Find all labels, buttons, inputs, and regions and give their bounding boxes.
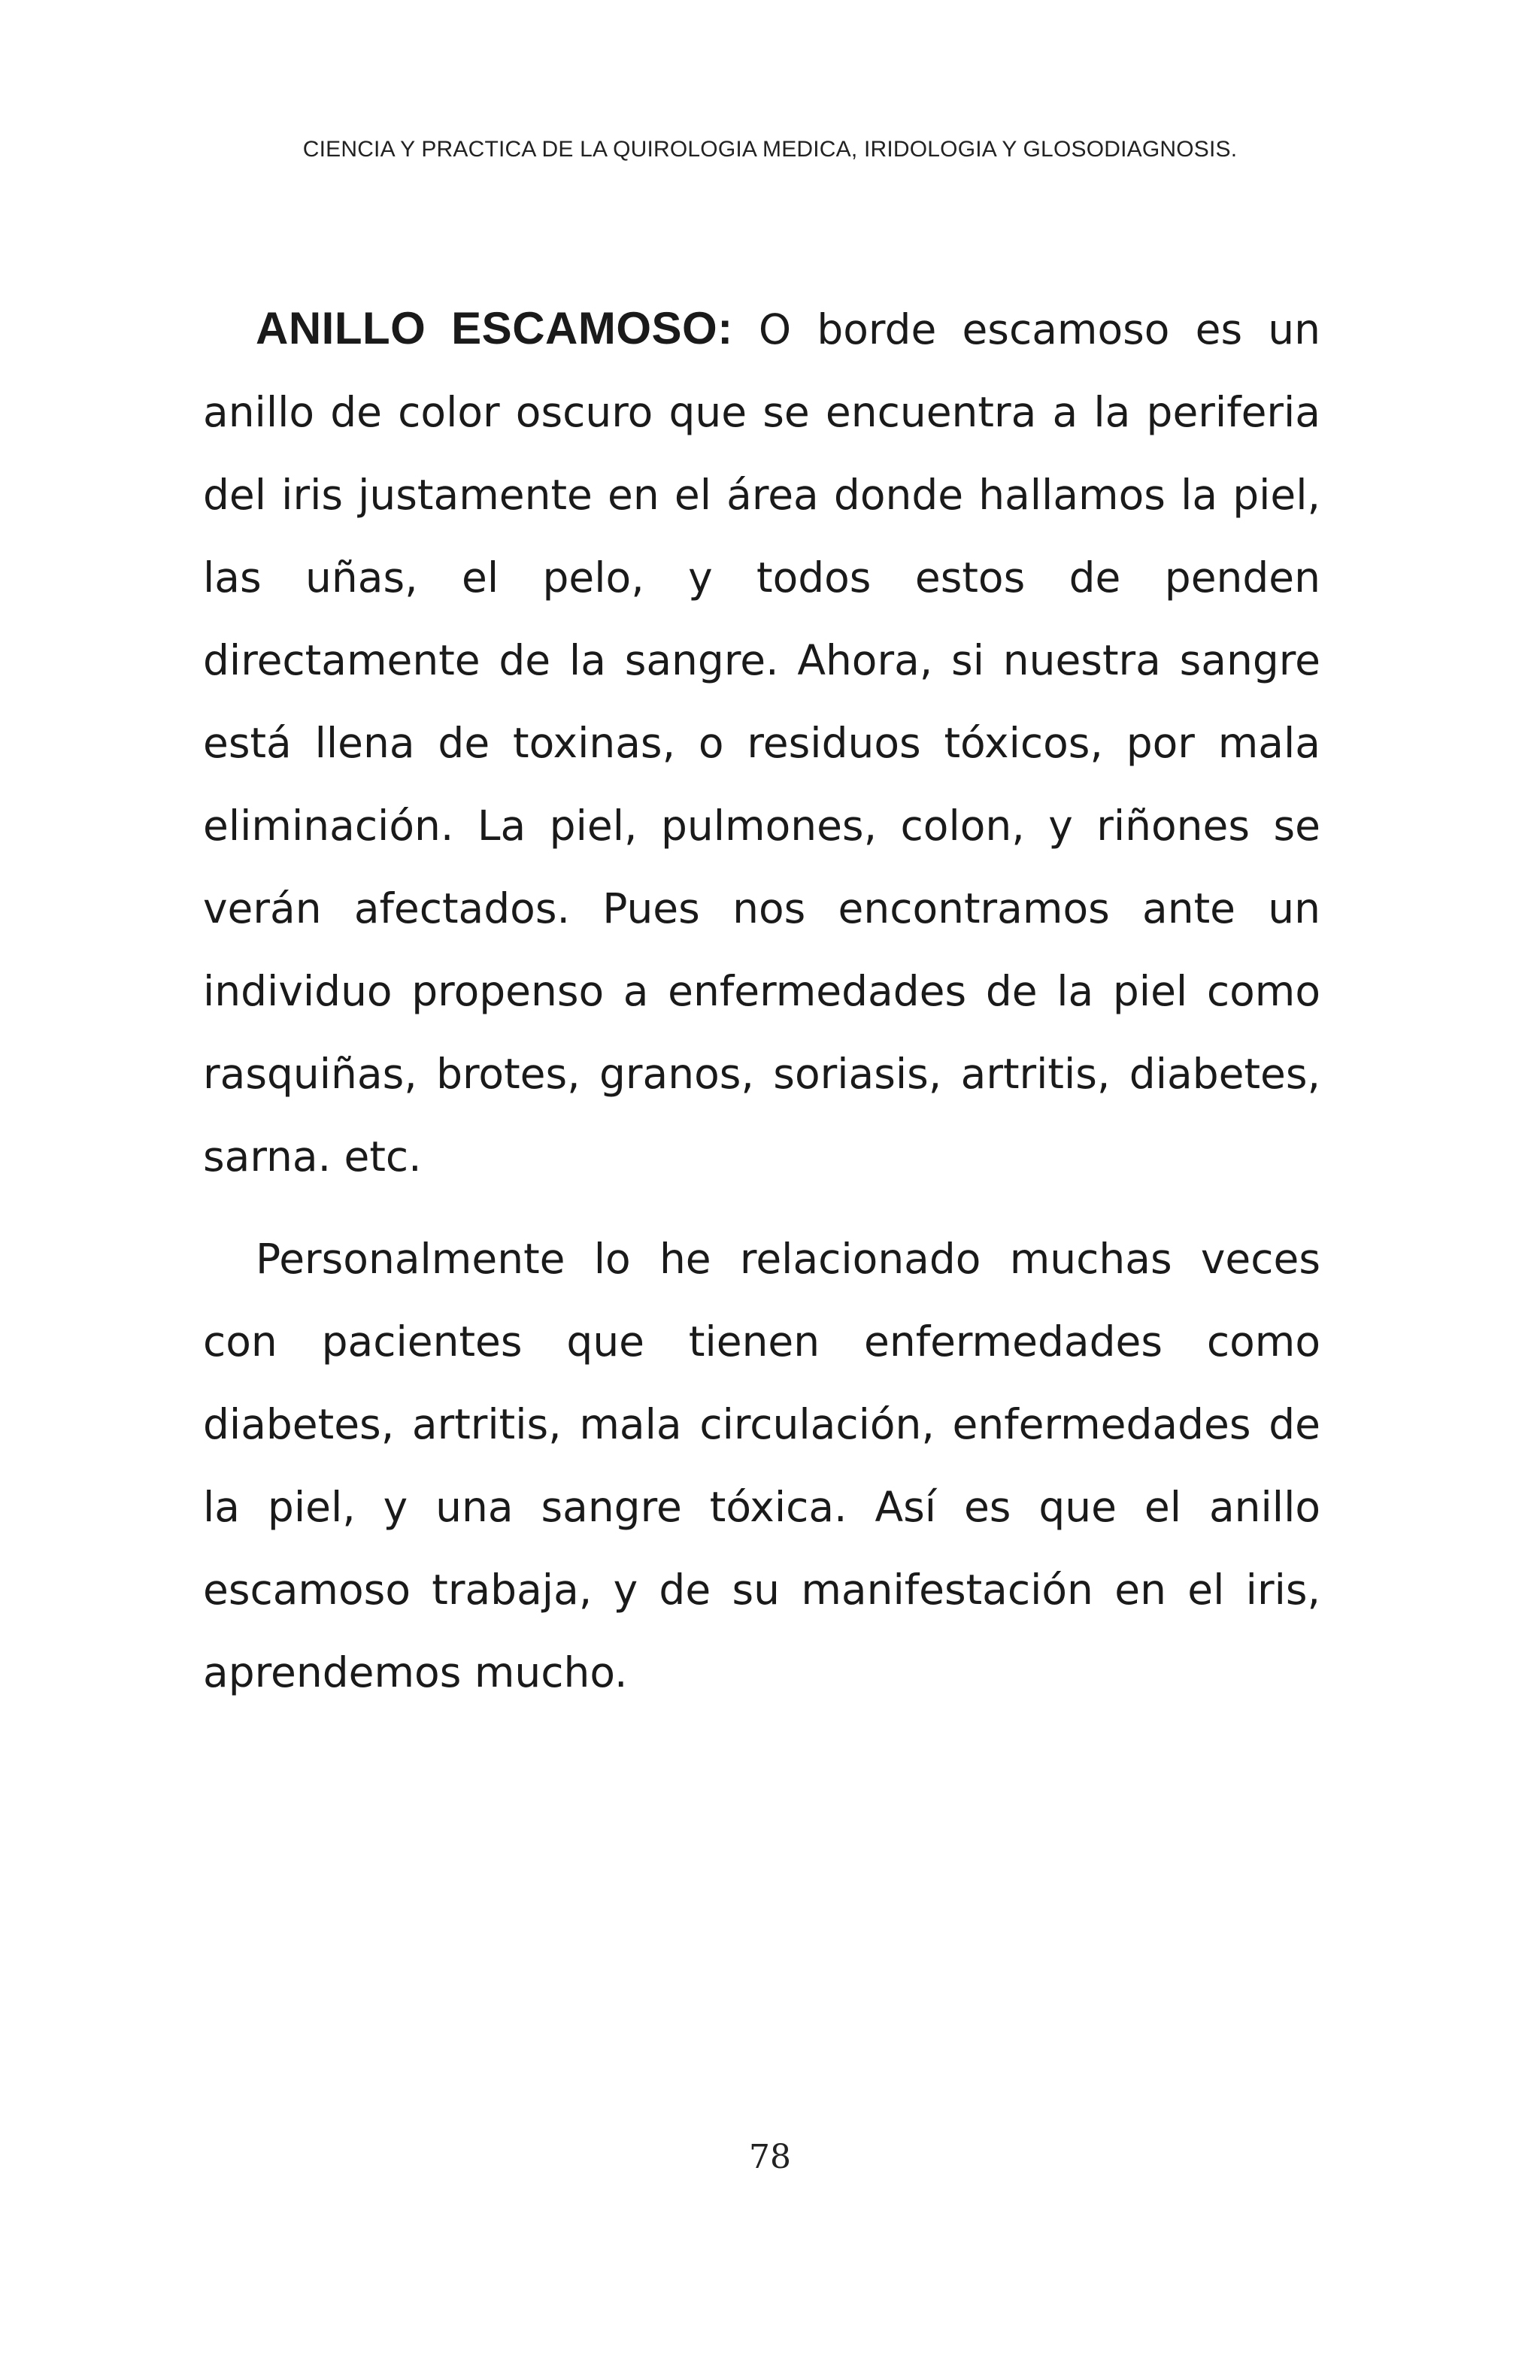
paragraph-text: Personalmente lo he relacionado muchas veces con pacientes que tienen enfermedades como diabetes, artritis, mala circulación, enfermedades de la piel, y una sangre tóxica. Así es que el anillo escamoso trabaja, y de su manifestación en el iris, aprendemos mucho.	[203, 1235, 1320, 1696]
page-number: 78	[749, 2138, 791, 2176]
running-header: CIENCIA Y PRACTICA DE LA QUIROLOGIA MEDICA, IRIDOLOGIA Y GLOSODIAGNOSIS.	[302, 137, 1238, 162]
paragraph	[203, 287, 1320, 1198]
body-text	[203, 287, 1320, 1714]
term-heading: ANILLO ESCAMOSO:	[256, 303, 733, 353]
paragraph	[203, 1217, 1320, 1714]
paragraph-text: O borde escamoso es un anillo de color oscuro que se encuentra a la periferia del iris justamente en el área donde hallamos la piel, las uñas, el pelo, y todos estos de penden directamente de la sangre. Ahora, si nuestra sangre está llena de toxinas, o residuos tóxicos, por mala eliminación. La piel, pulmones, colon, y riñones se verán afectados. Pues nos encontramos ante un individuo propenso a enfermedades de la piel como rasquiñas, brotes, granos, soriasis, artritis, diabetes, sarna. etc.	[203, 305, 1320, 1181]
